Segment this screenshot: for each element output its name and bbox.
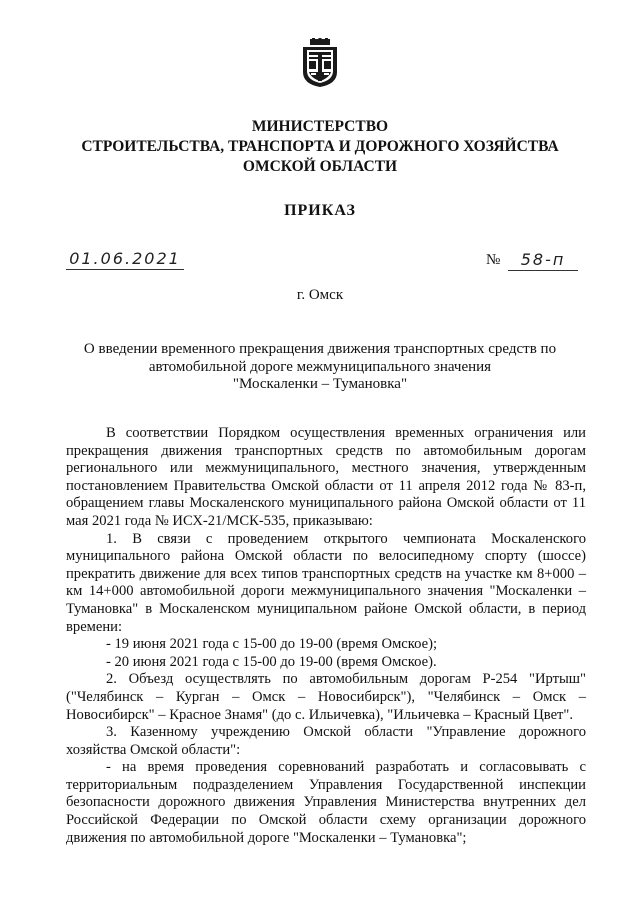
paragraph-item-2: 2. Объезд осуществлять по автомобильным дорогам Р-254 "Иртыш" ("Челябинск – Курган – Омск – Новосибирск"), "Челябинск – Омск – Новосибирск" – Красное Знамя" (до с. Ильичевка), "Ильичевка – Красный Цвет". [66,671,586,723]
paragraph-period-1: - 19 июня 2021 года с 15-00 до 19-00 (время Омское); [106,636,437,653]
subject-line-1: О введении временного прекращения движения транспортных средств по [83,341,557,357]
paragraph-item-1: 1. В связи с проведением открытого чемпионата Москаленского муниципального района Омской области по велосипедному спорту (шоссе) прекратить движение для всех типов транспортных средств на участке км 8+000 – км 14+000 автомобильной дороги межмуниципального значения "Москаленки – Тумановка" в Москаленском муниципальном районе Омской области, в период времени: [66,530,586,635]
coat-of-arms-icon [301,38,339,88]
city: г. Омск [296,287,344,303]
ministry-line-3: ОМСКОЙ ОБЛАСТИ [242,158,398,175]
ministry-line-2: СТРОИТЕЛЬСТВА, ТРАНСПОРТА И ДОРОЖНОГО ХОЗЯЙСТВА [81,138,559,155]
ministry-heading [40,117,600,177]
order-body [66,425,586,847]
subject-line-3: "Москаленки – Тумановка" [232,376,408,392]
order-number: 58-п [508,250,578,271]
ministry-line-1: МИНИСТЕРСТВО [251,118,389,135]
order-subject [60,341,580,394]
order-title: ПРИКАЗ [284,202,356,219]
order-date: 01.06.2021 [66,249,184,270]
paragraph-period-2: - 20 июня 2021 года с 15-00 до 19-00 (время Омское). [106,653,437,670]
number-sign: № [486,252,501,268]
subject-line-2: автомобильной дороге межмуниципального значения [148,358,492,375]
paragraph-item-3-sub: - на время проведения соревнований разработать и согласовывать с территориальным подразделением Управления Государственной инспекции безопасности дорожного движения Управления Министерства внутренних дел Российской Федерации по Омской области схему организации дорожного движения по автомобильной дороге "Москаленки – Тумановка"; [66,759,586,846]
order-number-field [486,250,586,272]
paragraph-item-3: 3. Казенному учреждению Омской области "Управление дорожного хозяйства Омской области": [66,724,586,758]
paragraph-preamble: В соответствии Порядком осуществления временных ограничения или прекращения движения транспортных средств по автомобильным дорогам регионального или межмуниципального, местного значения, утвержденным постановлением Правительства Омской области от 11 апреля 2012 года № 83-п, обращением главы Москаленского муниципального района Омской области от 11 мая 2021 года № ИСХ-21/МСК-535, приказываю: [66,425,586,529]
